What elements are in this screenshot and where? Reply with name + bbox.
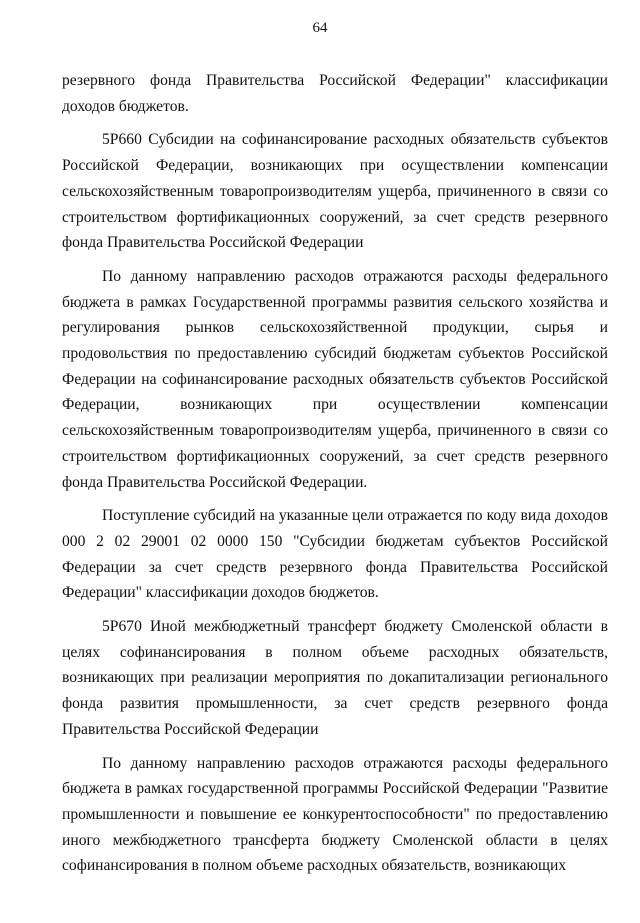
- paragraph-5p670-heading: 5Р670 Иной межбюджетный трансферт бюджету Смоленской области в целях софинансирования в полном объеме расходных обязательств, возникающих при реализации мероприятия по докапитализации регионального фонда развития промышленности, за счет средств резервного фонда Правительства Российской Федерации: [62, 618, 608, 738]
- paragraph-continuation: резервного фонда Правительства Российской Федерации" классификации доходов бюджетов.: [62, 72, 608, 115]
- paragraph-5p660-income-code: Поступление субсидий на указанные цели отражается по коду вида доходов 000 2 02 29001 02 0000 150 "Субсидии бюджетам субъектов Российской Федерации за счет средств резервного фонда Правительства Российской Федерации" классификации доходов бюджетов.: [62, 507, 608, 602]
- paragraph-5p670-description: По данному направлению расходов отражаются расходы федерального бюджета в рамках государственной программы Российской Федерации "Развитие промышленности и повышение ее конкурентоспособности" по предоставлению иного межбюджетного трансферта бюджету Смоленской области в целях софинансирования в полном объеме расходных обязательств, возникающих: [62, 754, 608, 875]
- page-number: 64: [312, 20, 328, 36]
- paragraph-5p660-description: По данному направлению расходов отражаются расходы федерального бюджета в рамках Государственной программы развития сельского хозяйства и регулирования рынков сельскохозяйственной продукции, сырья и продовольствия по предоставлению субсидий бюджетам субъектов Российской Федерации на софинансирование расходных обязательств субъектов Российской Федерации, возникающих при осуществлении компенсации сельскохозяйственным товаропроизводителям ущерба, причиненного в связи со строительством фортификационных сооружений, за счет средств резервного фонда Правительства Российской Федерации.: [62, 267, 608, 491]
- paragraph-5p660-heading: 5Р660 Субсидии на софинансирование расходных обязательств субъектов Российской Федерации, возникающих при осуществлении компенсации сельскохозяйственным товаропроизводителям ущерба, причиненного в связи со строительством фортификационных сооружений, за счет средств резервного фонда Правительства Российской Федерации: [62, 131, 608, 252]
- document-body: [62, 68, 608, 879]
